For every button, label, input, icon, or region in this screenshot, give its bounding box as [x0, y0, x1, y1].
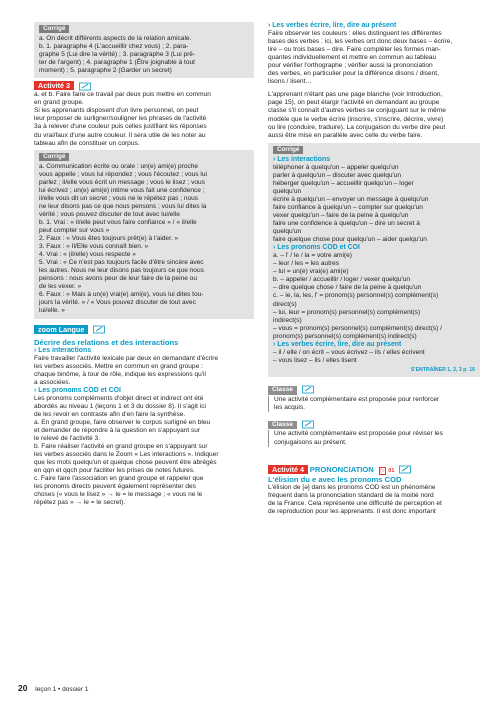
corrige-3-heading-2: › Les pronoms COD et COI — [273, 244, 360, 252]
activite-4-label: Activité 4 — [268, 465, 308, 474]
text-line: pronom(s) personnel(s) complément(s) indirect(s) — [273, 332, 417, 340]
right-column — [268, 22, 480, 516]
text-line: Faire travailler l'activité lexicale par deux en demandant d'écrire — [34, 354, 219, 362]
text-line: ne leur disons pas ce que nous pensons ; vous lui dites la — [39, 202, 207, 210]
text-line: faire confiance à quelqu'un – compter sur quelqu'un — [273, 203, 423, 211]
text-line: pensons : nous avons peur de leur faire de la peine ou — [39, 275, 197, 283]
text-line: de reproduction pour les apprenants. Il est donc important — [268, 507, 436, 515]
text-line: abordés au niveau 1 (leçons 1 et 3 du dossier 8). Il s'agit ici — [34, 402, 206, 410]
text-line: il/elle vous dit un secret ; vous ne le répétez pas ; nous — [39, 194, 199, 202]
text-line: fréquent dans la prononciation standard de la moitié nord — [268, 491, 434, 499]
text-line: téléphoner à quelqu'un – appeler quelqu'un — [273, 163, 399, 171]
activite-3-header — [34, 81, 254, 91]
activite-3-text — [34, 91, 254, 147]
text-line: faire une confidence à quelqu'un – dire un secret à — [273, 220, 420, 228]
text-line: a associées. — [34, 378, 71, 386]
text-line: graphe 5 (Lui dire la vérité) ; 3. paragraphe 3 (Lui prê- — [39, 51, 196, 59]
verbes-text — [268, 30, 480, 140]
text-line: vexer quelqu'un – faire de la peine à quelqu'un — [273, 211, 409, 219]
zoom-heading-interactions: › Les interactions — [34, 346, 92, 354]
text-line: a. et b. Faire faire ce travail par deux puis mettre en commun — [34, 91, 211, 99]
text-line: Les pronoms compléments d'objet direct et indirect ont été — [34, 394, 204, 402]
text-line: – vous = pronom(s) personnel(s) complément(s) direct(s) / — [273, 324, 443, 332]
text-line: parler à quelqu'un – discuter avec quelqu'un — [273, 171, 402, 179]
text-line: tableau afin de constituer un corpus. — [34, 139, 140, 147]
corrige-3-lines-1 — [273, 164, 475, 244]
text-line: page 15), on peut élargir l'activité en demandant au groupe — [268, 99, 440, 107]
activite-4-text — [268, 484, 480, 516]
text-line: – vous lisez – ils / elles lisent — [273, 356, 357, 364]
pen-notebook-icon — [399, 465, 412, 474]
text-line: b. Faire réaliser l'activité en grand groupe en s'appuyant sur — [34, 443, 208, 451]
classe-1 — [268, 385, 480, 412]
activite-3-label: Activité 3 — [34, 81, 74, 90]
zoom-paragraph-2 — [34, 395, 254, 508]
text-line: – lui, leur = pronom(s) personnel(s) complément(s) — [273, 308, 421, 316]
corrige-tag: Corrigé — [273, 146, 303, 154]
text-line: peut compter sur vous » — [39, 226, 110, 234]
audio-track-number: 01 — [388, 467, 395, 474]
text-line: b. 1. Vrai : « il/elle peut vous faire confiance » / « il/elle — [39, 218, 197, 226]
corrige-tag: Corrigé — [39, 153, 69, 161]
zoom-title: Décrire des relations et des interactions — [34, 337, 179, 347]
pen-notebook-icon — [302, 385, 315, 394]
text-line: lui/elle. » — [39, 307, 65, 315]
text-line: 6. Faux : « Mais à un(e) vrai(e) ami(e), vous lui dites tou- — [39, 291, 204, 299]
text-line: 5. Vrai : « Ce n'est pas toujours facile d'être sincère avec — [39, 259, 204, 267]
text-line: de les vexer. » — [39, 283, 82, 291]
text-line: des verbes, en particulier pour la différence disons / disent, — [268, 70, 439, 78]
activite-4-header — [268, 465, 480, 475]
activite-4-title: L'élision du e avec les pronoms COD — [268, 474, 402, 484]
text-line: pour vérifier l'orthographe ; vérifier aussi la prononciation — [268, 62, 433, 70]
left-column — [34, 22, 254, 507]
text-line: Une activité complémentaire est proposée pour renforcer — [274, 395, 440, 403]
corrige-box-3 — [268, 143, 480, 377]
verbes-heading: › Les verbes écrire, lire, dire au présent — [268, 22, 397, 29]
page-footer — [18, 684, 89, 694]
text-line: héberger quelqu'un – accueillir quelqu'un – loger — [273, 179, 414, 187]
text-line: vous appelle ; vous lui répondez ; vous l'écoutez ; vous lui — [39, 170, 207, 178]
text-line: a. Communication écrite ou orale : un(e) ami(e) proche — [39, 162, 199, 170]
text-line: 3a à relever d'une couleur puis celles justifiant les réponses — [34, 123, 207, 131]
text-line: écrire à quelqu'un – envoyer un message à quelqu'un — [273, 195, 429, 203]
text-line: c. – le, la, les, l' = pronom(s) personnel(s) complément(s) — [273, 292, 439, 300]
text-line: Faire observer les couleurs : elles distinguent les différentes — [268, 30, 442, 38]
text-line: les pronoms directs peuvent également représenter des — [34, 483, 196, 491]
text-line: classe s'il connaît d'autres verbes se conjuguant sur le même — [268, 107, 446, 115]
text-line: b. 1. paragraphe 4 (L'accueillir chez vous) ; 2. para- — [39, 43, 189, 51]
text-line: L'élision de [ə] dans les pronoms COD est un phénomène — [268, 483, 436, 491]
classe-2 — [268, 420, 480, 447]
text-line: en grand groupe. — [34, 99, 84, 107]
text-line: lisons / lisent… — [268, 78, 313, 86]
text-line: – lui = un(e) vrai(e) ami(e) — [273, 268, 349, 276]
text-line: faire quelque chose pour quelqu'un – aider quelqu'un — [273, 236, 427, 244]
text-line: 3. Faux : « Il/Elle vous connaît bien. » — [39, 243, 149, 251]
corrige-3-heading-3: › Les verbes écrire, lire, dire au présent — [273, 340, 402, 348]
text-line: bases des verbes : ici, les verbes ont donc deux bases – écrire, — [268, 38, 453, 46]
corrige-box-1 — [34, 22, 254, 78]
text-line: en qqn et qqch pour faciliter les prises de notes futures. — [34, 467, 195, 475]
corrige-tag: Corrigé — [39, 25, 69, 33]
text-line: moment) ; 5. paragraphe 2 (Garder un secret) — [39, 67, 172, 75]
corrige-2-lines — [39, 163, 249, 316]
corrige-3-lines-3 — [273, 349, 475, 365]
text-line: que les mots quelqu'un et quelque chose peuvent être abrégés — [34, 459, 217, 467]
text-line: jours la vérité. » / « Vous pouvez discuter de tout avec — [39, 299, 196, 307]
text-line: direct(s) — [273, 300, 297, 308]
text-line: choses (« vous le lisez » → le = le message ; « vous ne le — [34, 491, 203, 499]
text-line: leur proposer de surligner/souligner les phrases de l'activité — [34, 115, 207, 123]
footer-text: leçon 1 • dossier 1 — [35, 686, 89, 693]
classe-2-text — [268, 430, 480, 446]
classe-1-text — [268, 396, 480, 412]
text-line: quelqu'un — [273, 228, 302, 236]
text-line: les acquis. — [274, 403, 305, 411]
text-line: indirect(s) — [273, 316, 302, 324]
text-line: du vrai/faux d'une autre couleur. Il sera utile de les noter au — [34, 131, 206, 139]
text-line: le relevé de l'activité 3. — [34, 435, 101, 443]
text-line: c. Faire faire l'association en grand groupe et rappeler que — [34, 475, 204, 483]
text-line: Une activité complémentaire est proposée pour réviser les — [274, 430, 443, 438]
text-line: lire – ou trois bases – dire. Faire compléter les formes man- — [268, 46, 441, 54]
corrige-3-heading-1: › Les interactions — [273, 155, 331, 163]
entrainer-link[interactable]: S'ENTRAÎNER 1, 2, 3 p. 16 — [410, 366, 475, 373]
text-line: de la France. Cela représente une difficulté de perception et — [268, 499, 442, 507]
text-line: L'apprenant n'étant pas une page blanche (voir Introduction, — [268, 91, 443, 99]
pen-notebook-icon — [302, 420, 315, 429]
corrige-1-lines — [39, 35, 249, 75]
text-line: modèle que le verbe écrire (inscrire, s'inscrire, décrire, vivre) — [268, 115, 444, 123]
text-line: ter de l'argent) ; 4. paragraphe 1 (Être joignable à tout — [39, 59, 195, 67]
corrige-box-2 — [34, 150, 254, 319]
text-line: vérité ; vous pouvez discuter de tout avec lui/elle — [39, 210, 180, 218]
text-line: et demander de répondre à la question en s'appuyant sur — [34, 427, 201, 435]
text-line: – il / elle / on écrit – vous écrivez – ils / elles écrivent — [273, 348, 425, 356]
zoom-heading-pronoms: › Les pronoms COD et COI — [34, 386, 121, 394]
text-line: de les revoir en contraste afin d'en faire la synthèse. — [34, 410, 186, 418]
pen-notebook-icon — [79, 82, 92, 91]
text-line: parlez ; il/elle vous écrit un message ; vous le lisez ; vous — [39, 178, 205, 186]
text-line: les autres. Nous ne leur disons pas toujours ce que nous — [39, 267, 204, 275]
text-line: 2. Faux : « Vous êtes toujours prêt(e) à l'aider. » — [39, 235, 179, 243]
text-line: aussi être mise en parallèle avec celle du verbe faire. — [268, 131, 423, 139]
text-line: quantes individuellement et mettre en commun au tableau — [268, 54, 437, 62]
zoom-paragraph-1 — [34, 355, 254, 387]
prononciation-label: PRONONCIATION — [309, 464, 374, 474]
text-line: ou lire (conduire, traduire). La conjugaison du verbe dire peut — [268, 123, 446, 131]
text-line: conjugaisons au présent. — [274, 438, 347, 446]
text-line: a. On décrit différents aspects de la relation amicale. — [39, 35, 192, 42]
zoom-langue-label: zoom Langue — [34, 325, 88, 334]
text-line: b. – appeler / accueillir / loger / vexer quelqu'un — [273, 276, 410, 284]
text-line: a. En grand groupe, faire observer le corpus surligné en bleu — [34, 418, 211, 426]
text-line: chaque binôme, à tour de rôle, indique les expressions qu'il — [34, 370, 206, 378]
text-line: a. – l' / le / la = votre ami(e) — [273, 252, 352, 260]
classe-label: Classe — [268, 421, 297, 430]
pen-notebook-icon — [93, 325, 106, 334]
text-line: les verbes associés. Mettre en commun en grand groupe : — [34, 362, 203, 370]
classe-label: Classe — [268, 386, 297, 395]
corrige-3-lines-2 — [273, 252, 475, 341]
text-line: lui écrivez ; un(e) ami(e) intime vous fait une confidence ; — [39, 186, 205, 194]
text-line: – leur / les = les autres — [273, 260, 340, 268]
text-line: Si les apprenants disposent d'un livre personnel, on peut — [34, 107, 199, 115]
page-number: 20 — [18, 683, 28, 693]
text-line: les verbes associés dans le Zoom « Les interactions ». Indiquer — [34, 451, 219, 459]
text-line: – dire quelque chose / faire de la peine à quelqu'un — [273, 284, 422, 292]
audio-play-icon[interactable]: ▷ — [380, 467, 385, 474]
text-line: 4. Vrai : « (il/elle) vous respecte » — [39, 251, 136, 259]
text-line: répétez pas » → le = le secret). — [34, 499, 126, 507]
text-line: quelqu'un — [273, 187, 302, 195]
zoom-header — [34, 325, 254, 335]
